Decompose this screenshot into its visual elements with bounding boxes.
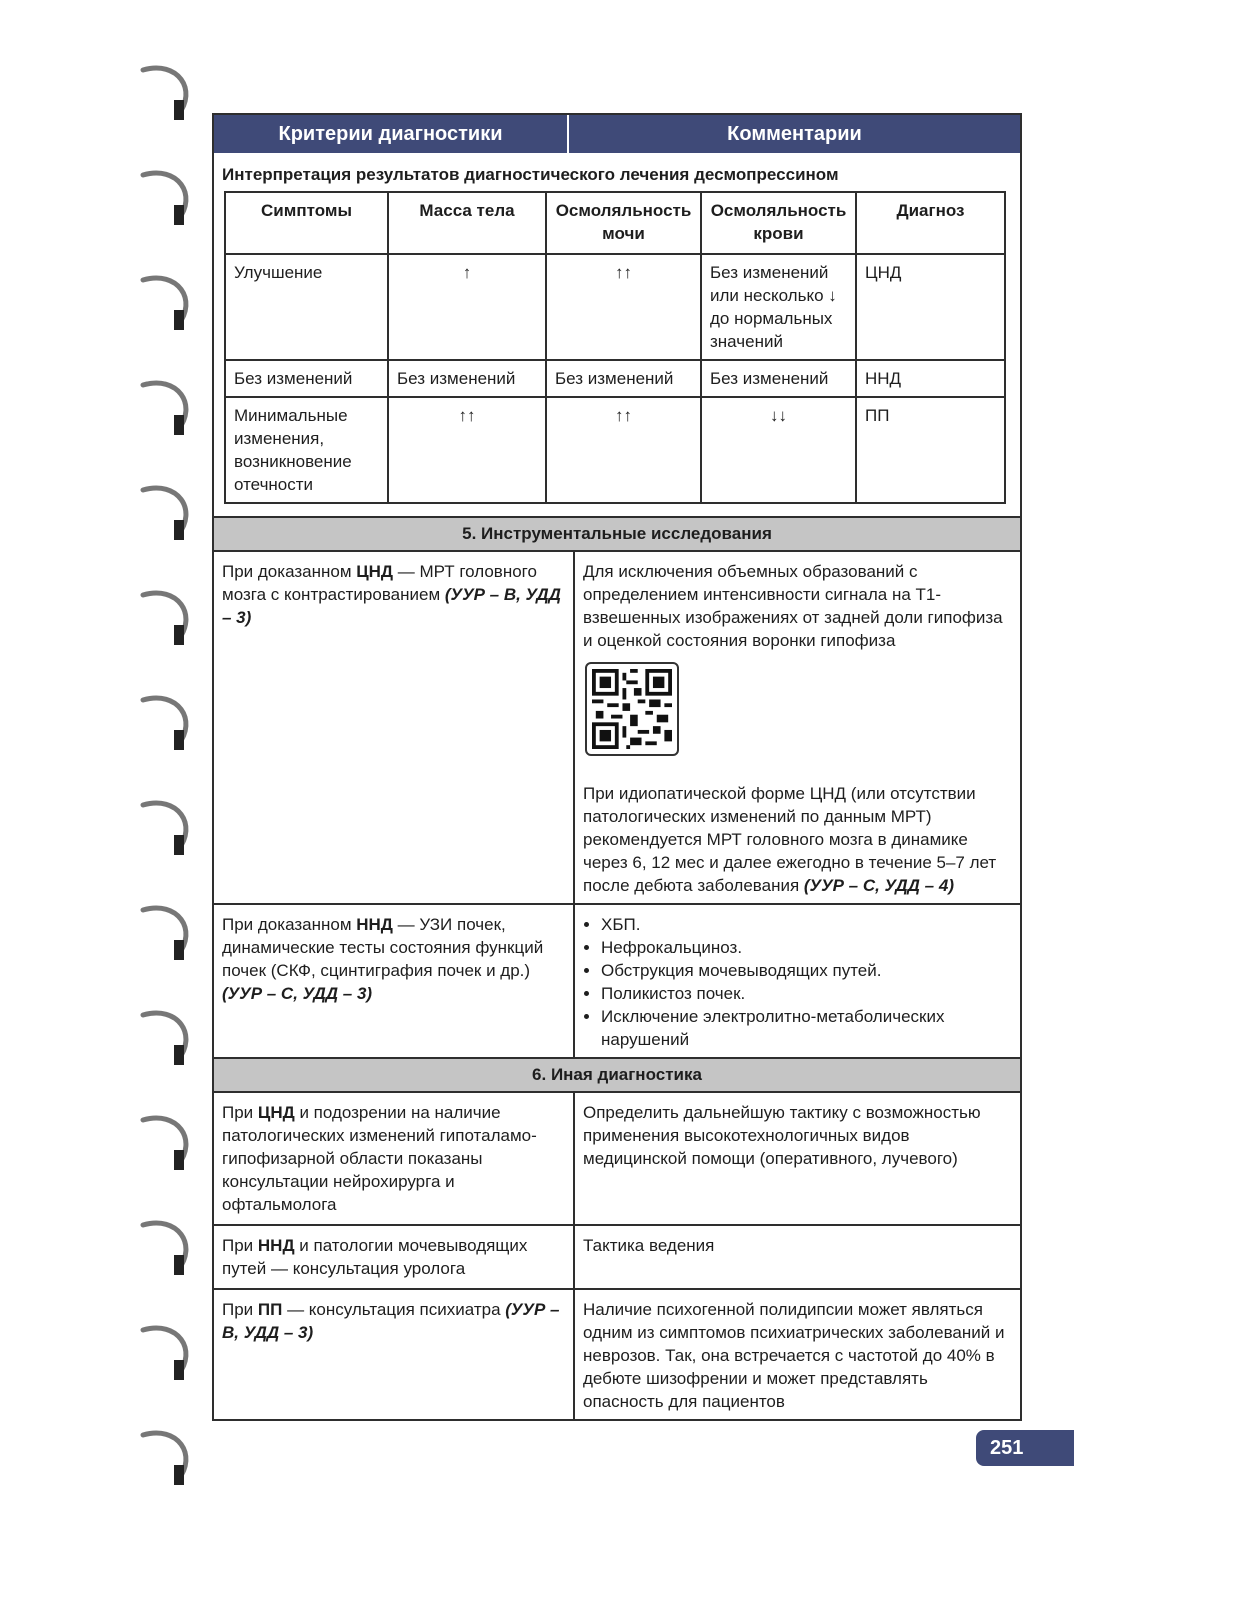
evidence-level: (УУР – В, УДД – 3)	[222, 585, 561, 627]
qr-code-icon	[585, 662, 679, 756]
section6-row-1	[214, 1093, 1020, 1224]
text: При идиопатической форме ЦНД (или отсутствии патологических изменений по данным МРТ) рекомендуется МРТ головного мозга в динамике через 6, 12 мес и далее ежегодно в течение 5–7 лет после дебюта заболевания	[583, 784, 997, 895]
cell: ↑↑	[546, 397, 701, 503]
evidence-level: (УУР – С, УДД – 4)	[803, 876, 954, 895]
text: и подозрении на наличие патологических изменений гипоталамо-гипофизарной области показаны консультации нейрохирурга и офтальмолога	[222, 1103, 537, 1214]
criteria-cell	[214, 1290, 575, 1419]
text: и патологии мочевыводящих путей — консультация уролога	[222, 1236, 528, 1278]
cell: ЦНД	[856, 254, 1005, 360]
comment-cell	[575, 552, 1020, 903]
text: — УЗИ почек, динамические тесты состояния функций почек (СКФ, сцинтиграфия почек и др.)	[222, 915, 544, 980]
section-5-title: 5. Инструментальные исследования	[214, 516, 1020, 552]
bullet-list	[583, 913, 1012, 1051]
table-row	[225, 397, 1005, 503]
cell: Без изменений	[546, 360, 701, 397]
cell: ННД	[856, 360, 1005, 397]
cell: ↑↑	[388, 397, 546, 503]
text: При	[222, 1103, 258, 1122]
criteria-cell	[214, 552, 575, 903]
cell: Улучшение	[225, 254, 388, 360]
page-number: 251	[976, 1430, 1074, 1466]
header-criteria: Критерии диагностики	[214, 115, 569, 153]
text-bold: ЦНД	[257, 1103, 295, 1122]
cell: Без изменений или несколько ↓ до нормальных значений	[701, 254, 856, 360]
cell: ↑↑	[546, 254, 701, 360]
evidence-level: (УУР – С, УДД – 3)	[222, 984, 373, 1003]
cell: ↑	[388, 254, 546, 360]
col-symptoms: Симптомы	[225, 192, 388, 254]
table-header	[212, 113, 1022, 153]
text: При доказанном	[222, 915, 357, 934]
section5-row-1	[214, 552, 1020, 903]
col-weight: Масса тела	[388, 192, 546, 254]
list-item: • ХБП.	[601, 913, 1012, 936]
col-diagnosis: Диагноз	[856, 192, 1005, 254]
comment-text: Для исключения объемных образований с определением интенсивности сигнала на Т1-взвешенных изображениях от задней доли гипофиза и оценкой состояния воронки гипофиза	[583, 562, 1003, 650]
text: — консультация психиатра	[282, 1300, 506, 1319]
cell: Без изменений	[701, 360, 856, 397]
desmo-table	[224, 191, 1006, 504]
text-bold: ННД	[257, 1236, 295, 1255]
criteria-cell	[214, 1226, 575, 1288]
section6-row-2	[214, 1224, 1020, 1288]
list-item: • Обструкция мочевыводящих путей.	[601, 959, 1012, 982]
cell: ↓↓	[701, 397, 856, 503]
evidence-level: (УУР – В, УДД – 3)	[222, 1300, 560, 1342]
comment-cell: Наличие психогенной полидипсии может являться одним из симптомов психиатрических заболеваний и неврозов. Так, она встречается с частотой до 40% в дебюте шизофрении и может представлять опасность для пациентов	[583, 1300, 1005, 1411]
table-row	[225, 254, 1005, 360]
section5-row-2	[214, 903, 1020, 1057]
cell: Без изменений	[225, 360, 388, 397]
text-bold: ННД	[356, 915, 393, 934]
desmo-header-row	[225, 192, 1005, 254]
comment-cell: Определить дальнейшую тактику с возможностью применения высокотехнологичных видов медицинской помощи (оперативного, лучевого)	[583, 1103, 981, 1168]
comment-cell	[575, 905, 1020, 1057]
section-6-title: 6. Иная диагностика	[214, 1057, 1020, 1093]
list-item: • Исключение электролитно-метаболических нарушений	[601, 1005, 1012, 1051]
cell: ПП	[856, 397, 1005, 503]
criteria-cell	[214, 1093, 575, 1224]
spiral-binding	[138, 60, 218, 1510]
comment-cell: Тактика ведения	[583, 1236, 715, 1255]
text: При доказанном	[222, 562, 357, 581]
text-bold: ЦНД	[356, 562, 394, 581]
list-item: • Нефрокальциноз.	[601, 936, 1012, 959]
table-row	[225, 360, 1005, 397]
col-blood: Осмоляльность крови	[701, 192, 856, 254]
text-bold: ПП	[257, 1300, 283, 1319]
text: — МРТ головного мозга с контрастированием	[222, 562, 537, 604]
cell: Без изменений	[388, 360, 546, 397]
col-urine: Осмоляльность мочи	[546, 192, 701, 254]
text: При	[222, 1300, 258, 1319]
criteria-cell	[214, 905, 575, 1057]
list-item: • Поликистоз почек.	[601, 982, 1012, 1005]
section6-row-3	[214, 1288, 1020, 1419]
desmo-title: Интерпретация результатов диагностического лечения десмопрессином	[222, 165, 839, 184]
table-frame	[212, 153, 1022, 1421]
comment-text	[583, 782, 1012, 897]
header-comments: Комментарии	[727, 122, 862, 145]
text: При	[222, 1236, 258, 1255]
cell: Минимальные изменения, возникновение отечности	[225, 397, 388, 503]
content-table	[212, 113, 1022, 1421]
